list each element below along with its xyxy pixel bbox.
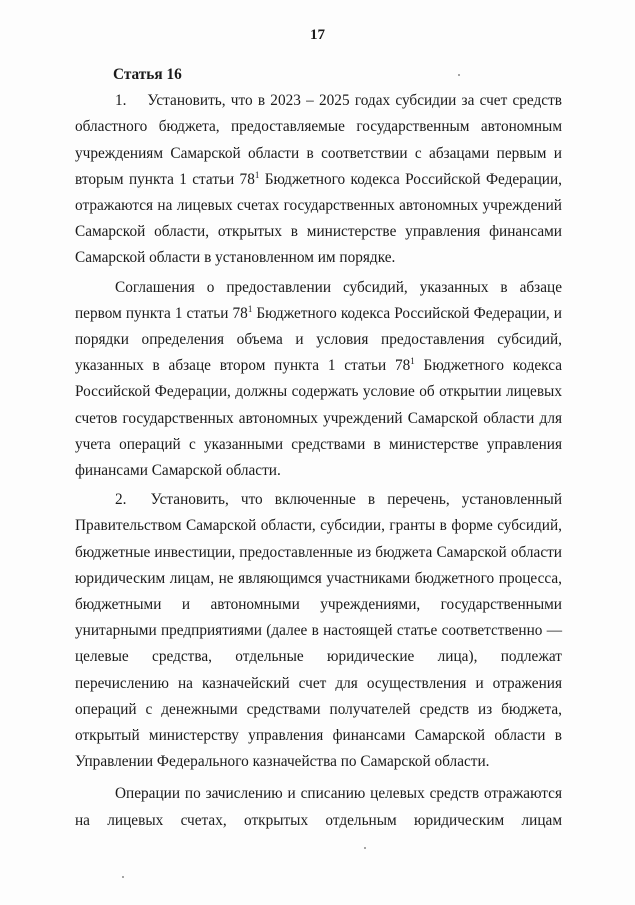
superscript: 1 bbox=[247, 303, 253, 314]
article-heading: Статья 16 bbox=[113, 66, 182, 83]
superscript: 1 bbox=[254, 169, 260, 180]
paragraph-4: Операции по зачислению и списанию целевых средств отражаются на лицевых счетах, открытых отдельным юридическим лицам bbox=[75, 785, 562, 829]
paragraph-1 bbox=[75, 88, 562, 271]
scan-speck bbox=[364, 847, 366, 849]
paragraph-text: Соглашения о предоставлении субсидий, указанных в абзаце первом пункта 1 статьи 78 bbox=[75, 278, 562, 322]
page-number: 17 bbox=[310, 27, 325, 43]
paragraph-2 bbox=[75, 275, 562, 485]
document-body bbox=[75, 62, 562, 834]
scan-speck bbox=[122, 876, 124, 878]
paragraph-text: Бюджетного кодекса Российской Федерации, и порядки определения объема и условия предоставления субсидий, указанных в абзаце втором пункта 1 статьи 78 bbox=[75, 304, 562, 375]
paragraph-3: 2. Установить, что включенные в перечень, установленный Правительством Самарской области, субсидии, гранты в форме субсидий, бюджетные инвестиции, предоставленные из бюджета Самарской области юридическим лицам, не являющимся участниками бюджетного процесса, бюджетными и автономными учреждениями, государственными унитарными предприятиями (далее в настоящей статье соответственно — целевые средства, отдельные юридические лица), подлежат перечислению на казначейский счет для осуществления и отражения операций с денежными средствами получателей средств из бюджета, открытый министерству управления финансами Самарской области в Управлении Федерального казначейства по Самарской области. bbox=[75, 491, 562, 771]
superscript: 1 bbox=[410, 356, 415, 367]
paragraph-text: Бюджетного кодекса Российской Федерации, отражаются на лицевых счетах государственных автономных учреждений Самарской области, открытых в министерстве управления финансами Самарской области в установленном им порядке. bbox=[75, 170, 563, 267]
paragraph-text: Бюджетного кодекса Российской Федерации, должны содержать условие об открытии лицевых счетов государственных автономных учреждений Самарской области для учета операций с указанными средствами в министерстве управления финансами Самарской области. bbox=[75, 357, 562, 480]
paragraph-text: 1. Установить, что в 2023 – 2025 годах субсидии за счет средств областного бюджета, предоставляемые государственным автономным учреждениям Самарской области в соответствии с абзацами первым и вторым пункта 1 статьи 78 bbox=[75, 92, 562, 188]
scan-speck bbox=[458, 74, 460, 76]
